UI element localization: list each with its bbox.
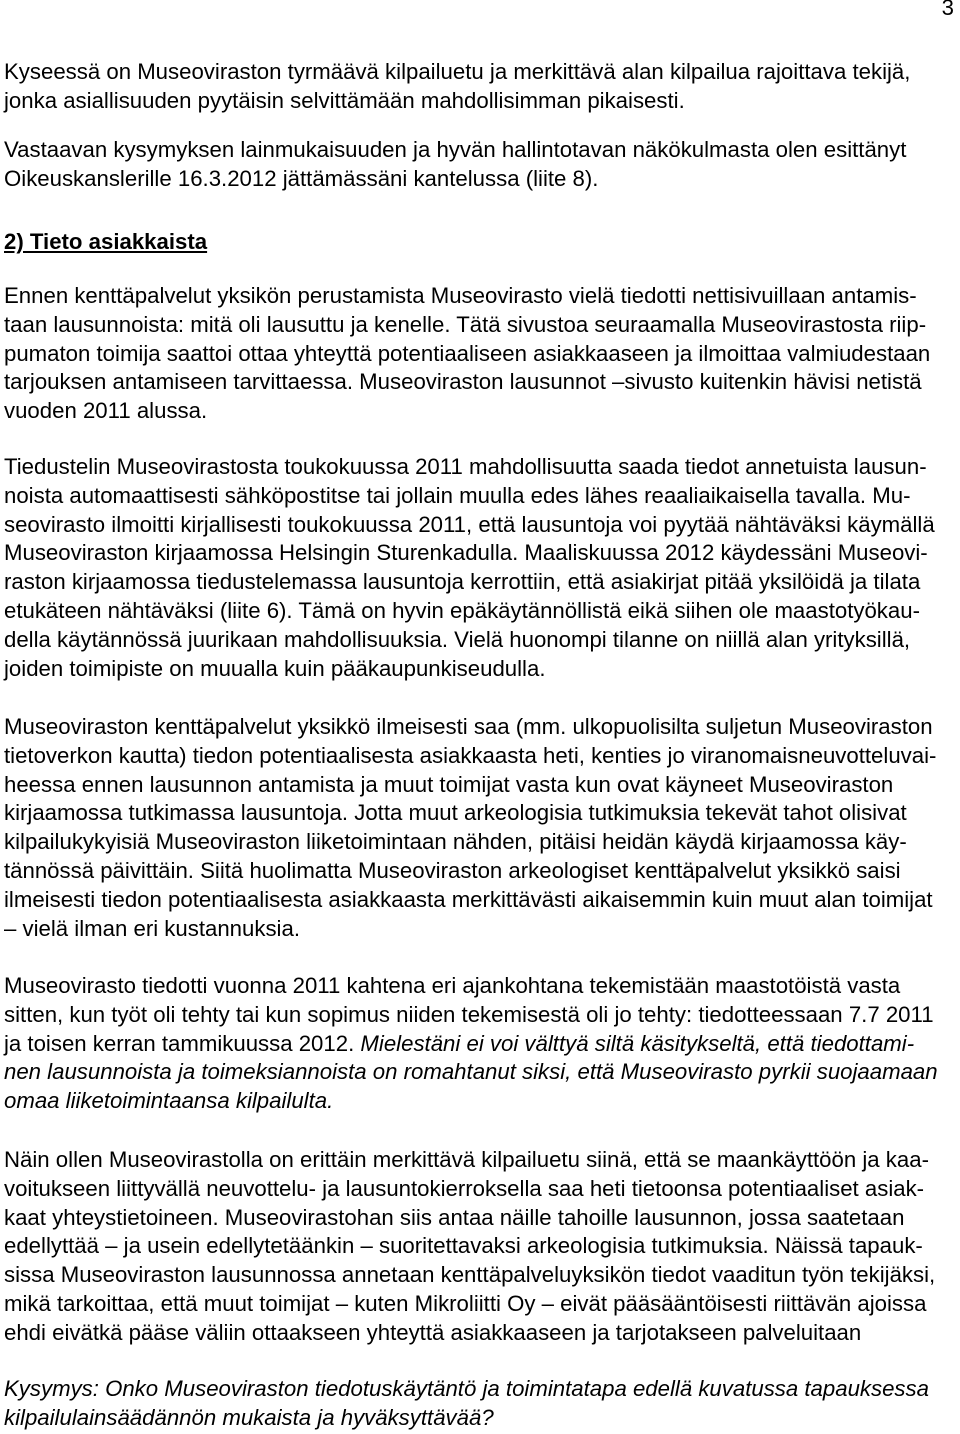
text-line: Museovirasto tiedotti vuonna 2011 kahtena eri ajankohtana tekemistään maastotöistä vasta xyxy=(4,973,901,998)
text-line: Tiedustelin Museovirastosta toukokuussa 2011 mahdollisuutta saada tiedot annetuista lausun- xyxy=(4,454,927,479)
text-line: kaat yhteystietoineen. Museovirastohan siis antaa näille tahoille lausunnon, jossa saatetaan xyxy=(4,1204,905,1230)
text-line: kirjaamossa tutkimassa lausuntoja. Jotta muut arkeologisia tutkimuksia tekevät tahot olisivat xyxy=(4,800,907,826)
text-line: etukäteen nähtäväksi (liite 6). Tämä on hyvin epäkäytännöllistä eikä siihen ole maastotyökau- xyxy=(4,597,920,623)
text-line: tännössä päivittäin. Siitä huolimatta Museoviraston arkeologiset kenttäpalvelut yksikkö saisi xyxy=(4,857,901,883)
text-line: mikä tarkoittaa, että muut toimijat – kuten Mikroliitti Oy – eivät pääsääntöisesti riittävän ajoissa xyxy=(4,1290,927,1316)
text-line: – vielä ilman eri kustannuksia. xyxy=(4,915,300,941)
text-line: Museoviraston kirjaamossa Helsingin Sturenkadulla. Maaliskuussa 2012 käydessäni Museovi- xyxy=(4,540,928,566)
text-line: raston kirjaamossa tiedustelemassa lausuntoja kerrottiin, että asiakirjat pitää yksilöidä ja tilata xyxy=(4,569,921,595)
text-line: della käytännössä juurikaan mahdollisuuksia. Vielä huonompi tilanne on niillä alan yrityksillä, xyxy=(4,626,911,652)
question-line: Kysymys: Onko Museoviraston tiedotuskäytäntö ja toimintatapa edellä kuvatussa tapauksessa xyxy=(4,1376,929,1401)
text-line: voitukseen liittyvällä neuvottelu- ja lausuntokierroksella saa heti tietoonsa potentiaaliset asiak- xyxy=(4,1175,925,1201)
text-line: ehdi eivätkä pääse väliin ottaakseen yhteyttä asiakkaaseen ja tarjotakseen palveluitaan xyxy=(4,1319,862,1345)
paragraph-1 xyxy=(4,282,930,426)
intro-paragraph-1 xyxy=(4,58,910,116)
text-line: heessa ennen lausunnon antamista ja muut toimijat vasta kun ovat käyneet Museoviraston xyxy=(4,771,894,797)
paragraph-5 xyxy=(4,1146,935,1348)
emphasis-segment: Mielestäni ei voi välttyä siltä käsitykseltä, että tiedottami- xyxy=(360,1030,915,1056)
text-line: noista automaattisesti sähköpostitse tai jollain muulla edes lähes reaaliaikaisella tavalla. Mu- xyxy=(4,482,911,508)
emphasis-line: omaa liiketoimintaansa kilpailulta. xyxy=(4,1088,334,1114)
paragraph-3 xyxy=(4,713,936,943)
text-line: kilpailukykyisiä Museoviraston liiketoimintaan nähden, pitäisi heidän käydä kirjaamossa käy- xyxy=(4,829,907,855)
text-line: Museoviraston kenttäpalvelut yksikkö ilmeisesti saa (mm. ulkopuolisilta suljetun Museoviraston xyxy=(4,714,933,739)
paragraph-2 xyxy=(4,453,935,683)
page-number: 3 xyxy=(941,0,954,20)
text-segment: ja toisen kerran tammikuussa 2012. xyxy=(4,1030,355,1056)
section-heading-block xyxy=(4,228,207,257)
section-heading: 2) Tieto asiakkaista xyxy=(4,229,208,254)
question-paragraph xyxy=(4,1375,929,1433)
intro-paragraph-2 xyxy=(4,136,906,194)
text-line: taan lausunnoista: mitä oli lausuttu ja kenelle. Tätä sivustoa seuraamalla Museovirastosta riip- xyxy=(4,311,927,337)
paragraph-4 xyxy=(4,972,938,1116)
text-line: sitten, kun työt oli tehty tai kun sopimus niiden tekemisestä oli jo tehty: tiedotteessaan 7.7 2011 xyxy=(4,1001,934,1027)
text-line: edellyttää – ja usein edellytetäänkin – suoritettavaksi arkeologisia tutkimuksia. Näissä tapauk- xyxy=(4,1233,923,1259)
emphasis-line: nen lausunnoista ja toimeksiannoista on romahtanut siksi, että Museovirasto pyrkii suojaamaan xyxy=(4,1059,938,1085)
text-line: Kyseessä on Museoviraston tyrmäävä kilpailuetu ja merkittävä alan kilpailua rajoittava tekijä, xyxy=(4,59,911,84)
text-line: Oikeuskanslerille 16.3.2012 jättämässäni kantelussa (liite 8). xyxy=(4,165,599,191)
text-line-mixed xyxy=(4,1030,938,1059)
text-line: tietoverkon kautta) tiedon potentiaalisesta asiakkaasta heti, kenties jo viranomaisneuvotteluvai- xyxy=(4,742,937,768)
text-line: Ennen kenttäpalvelut yksikön perustamista Museovirasto vielä tiedotti nettisivuillaan antamis- xyxy=(4,283,917,308)
text-line: Näin ollen Museovirastolla on erittäin merkittävä kilpailuetu siinä, että se maankäyttöön ja kaa- xyxy=(4,1147,929,1172)
text-line: Vastaavan kysymyksen lainmukaisuuden ja hyvän hallintotavan näkökulmasta olen esittänyt xyxy=(4,137,907,162)
text-line: ilmeisesti tiedon potentiaalisesta asiakkaasta merkittävästi aikaisemmin kuin muut alan toimijat xyxy=(4,886,933,912)
text-line: sissa Museoviraston lausunnossa annetaan kenttäpalveluyksikön tiedot vaaditun työn tekijäksi, xyxy=(4,1262,936,1288)
text-line: pumaton toimija saattoi ottaa yhteyttä potentiaaliseen asiakkaaseen ja ilmoittaa valmiudestaan xyxy=(4,340,931,366)
text-line: jonka asiallisuuden pyytäisin selvittämään mahdollisimman pikaisesti. xyxy=(4,87,685,113)
text-line: vuoden 2011 alussa. xyxy=(4,398,208,424)
question-line: kilpailulainsäädännön mukaista ja hyväksyttävää? xyxy=(4,1404,494,1430)
text-line: tarjouksen antamiseen tarvittaessa. Museoviraston lausunnot –sivusto kuitenkin hävisi netistä xyxy=(4,369,922,395)
text-line: joiden toimipiste on muualla kuin pääkaupunkiseudulla. xyxy=(4,655,546,681)
text-line: seovirasto ilmoitti kirjallisesti toukokuussa 2011, että lausuntoja voi pyytää nähtäväksi käymällä xyxy=(4,511,935,537)
